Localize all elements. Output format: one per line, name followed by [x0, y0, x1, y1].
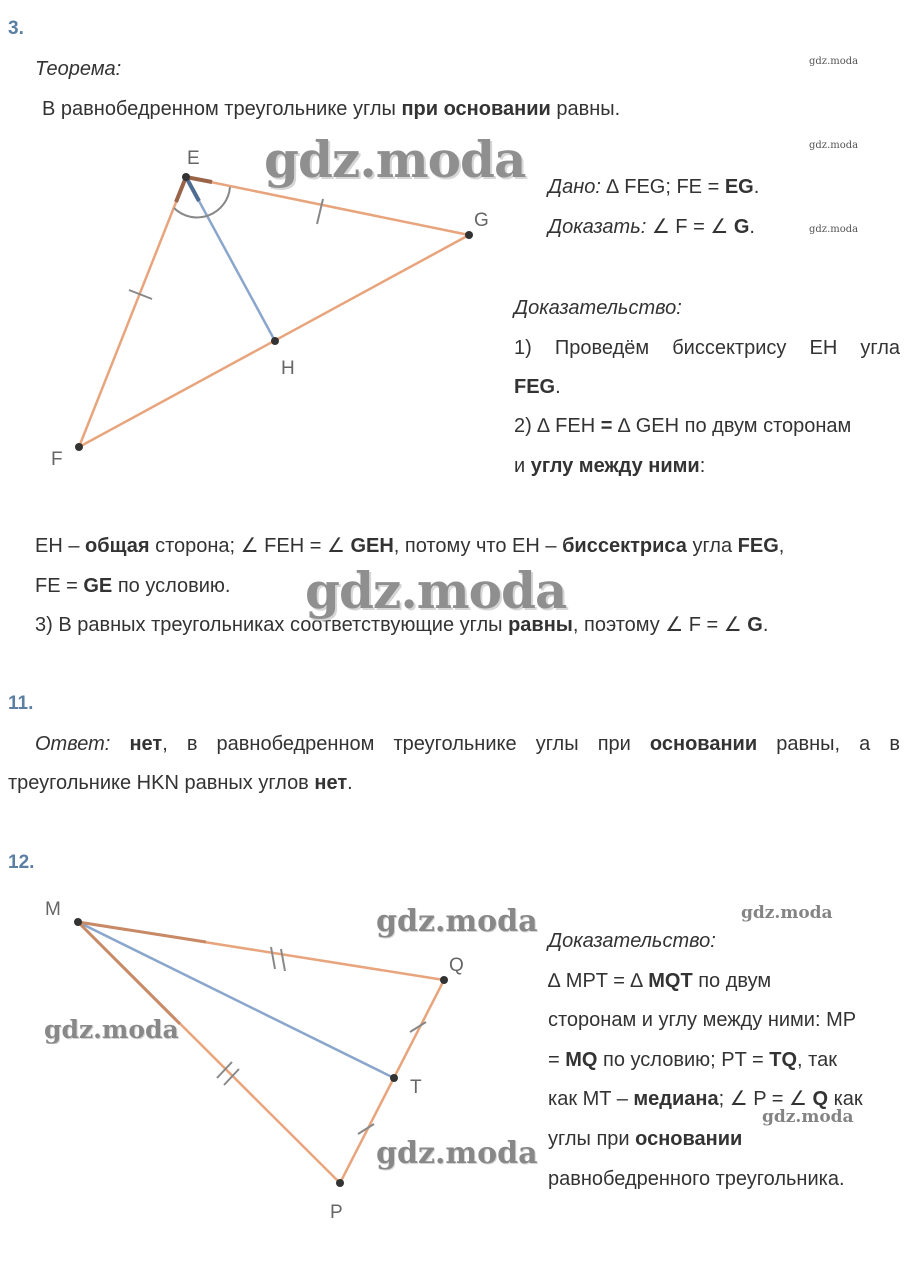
step2-line2: и углу между ними: [514, 455, 706, 477]
point-t [390, 1074, 398, 1082]
label-m: M [45, 899, 61, 920]
angle-arc-e [174, 187, 230, 217]
watermark: gdz.moda [264, 130, 526, 189]
watermark: gdz.moda [376, 1136, 538, 1171]
proof12-line2: сторонам и углу между ними: MP [548, 1009, 857, 1031]
watermark: gdz.moda [762, 1107, 854, 1127]
side-fe [79, 177, 186, 447]
angle-mark-mp [78, 922, 180, 1024]
point-g [465, 231, 473, 239]
label-t: T [410, 1077, 422, 1098]
point-q [440, 976, 448, 984]
watermark: gdz.moda [809, 224, 859, 235]
proof12-line1: ∆ MPT = ∆ MQT по двум [548, 970, 772, 992]
proof12-line6: равнобедренного треугольника. [548, 1168, 845, 1190]
answer-line2: треугольнике HKN равных углов нет. [8, 772, 353, 794]
watermark: gdz.moda [741, 903, 833, 923]
point-e [182, 173, 190, 181]
tick-mq-1 [271, 947, 275, 969]
watermark: gdz.moda [809, 56, 859, 67]
point-p [336, 1179, 344, 1187]
triangle-mpq-figure [0, 890, 520, 1230]
theorem-text: В равнобедренном треугольнике углы при основании равны. [42, 98, 621, 120]
proof12-line5: углы при основании [548, 1128, 743, 1150]
tick-eg [317, 199, 323, 224]
given-text: Дано: ∆ FEG; FE = EG. [548, 176, 760, 198]
section-number-3: 3. [8, 18, 24, 39]
label-e: E [187, 148, 200, 169]
proof12-line4: как MT – медиана; ∠ P = ∠ Q как [548, 1088, 863, 1110]
watermark: gdz.moda [44, 1015, 179, 1044]
prove-text: Доказать: ∠ F = ∠ G. [548, 216, 755, 238]
proof-line-a: EH – общая сторона; ∠ FEH = ∠ GEH, потому что EH – биссектриса угла FEG, [35, 535, 785, 557]
answer-line1: Ответ: нет, в равнобедренном треугольнике углы при основании равны, а в [35, 733, 901, 755]
step1-line1: 1) Проведём биссектрису EH угла [514, 337, 900, 359]
section-number-11: 11. [8, 693, 34, 714]
watermark: gdz.moda [809, 140, 859, 151]
section-number-12: 12. [8, 852, 35, 873]
bisector-eh [186, 177, 275, 341]
label-f: F [51, 449, 63, 470]
label-p: P [330, 1202, 343, 1223]
point-f [75, 443, 83, 451]
label-g: G [474, 210, 489, 231]
proof-label-12: Доказательство: [548, 930, 716, 952]
point-m [74, 918, 82, 926]
label-q: Q [449, 955, 464, 976]
point-h [271, 337, 279, 345]
triangle-feg-figure [0, 140, 520, 480]
proof12-line3: = MQ по условию; PT = TQ, так [548, 1049, 837, 1071]
proof-label-3: Доказательство: [514, 297, 682, 319]
step2-line1: 2) ∆ FEH = ∆ GEH по двум сторонам [514, 415, 852, 437]
step1-line2: FEG. [514, 376, 561, 398]
theorem-label: Теорема: [35, 58, 122, 80]
tick-mq-2 [281, 949, 285, 971]
median-mt [78, 922, 394, 1078]
watermark: gdz.moda [305, 561, 567, 620]
watermark: gdz.moda [376, 904, 538, 939]
label-h: H [281, 358, 295, 379]
step3-line: 3) В равных треугольниках соответствующие углы равны, поэтому ∠ F = ∠ G. [35, 614, 769, 636]
proof-line-b: FE = GE по условию. [35, 575, 231, 597]
